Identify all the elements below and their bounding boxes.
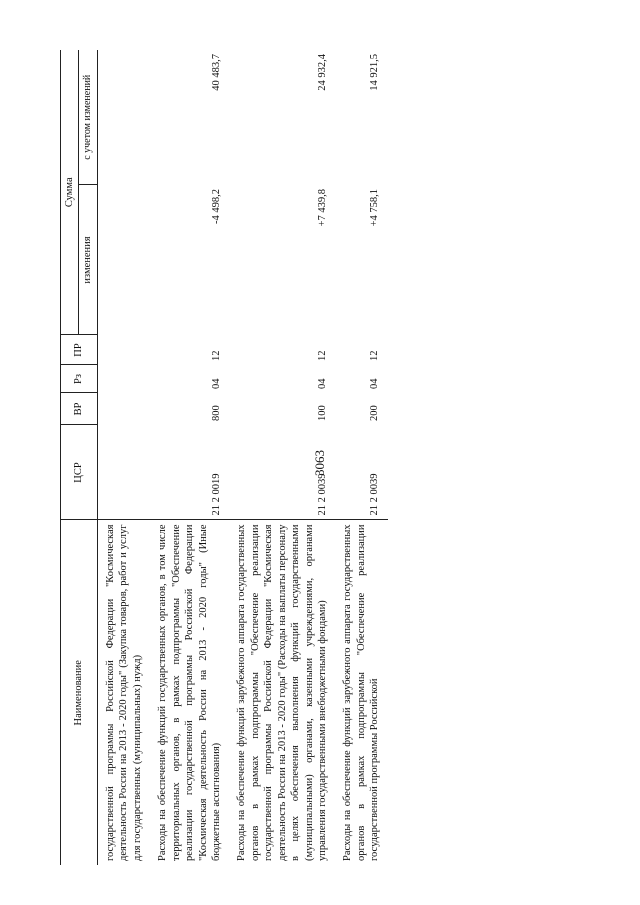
row-csr: 21 2 0039: [369, 473, 381, 516]
budget-table-container: [60, 50, 555, 865]
row-rz: 04: [317, 378, 328, 389]
header-csr: ЦСР: [61, 425, 98, 520]
row-with-change: 24 932,4: [317, 53, 328, 91]
table-row: [97, 50, 150, 865]
row-vr: 800: [210, 405, 222, 421]
header-vr: ВР: [61, 393, 98, 425]
row-change: -4 498,2: [210, 189, 222, 224]
row-pr: [97, 335, 150, 365]
row-csr: 21 2 0039: [317, 473, 328, 516]
header-with-change: с учетом изменений: [79, 50, 97, 185]
row-name: Расходы на обеспечение функций государственных органов, в том числе территориальных органов, в рамках подпрограммы "Обеспечение реализации государственной программы Российской Федерации "Космическая деятельность России на 2013 - 2020 годы" (Иные бюджетные ассигнования): [150, 520, 229, 865]
table-row: [150, 50, 229, 865]
budget-table: [60, 50, 388, 865]
row-rz: [97, 365, 150, 393]
row-pr: 12: [369, 350, 381, 361]
row-pr: 12: [210, 350, 222, 361]
header-name: Наименование: [61, 520, 98, 865]
row-rz: 04: [369, 378, 381, 389]
row-name: Расходы на обеспечение функций зарубежного аппарата государственных органов в рамках подпрограммы "Обеспечение реализации государственной программы Российской Федерации "Космическая деятельность России на 2013 - 2020 годы" (Расходы на выплаты персоналу в целях обеспечения выполнения функций государственными (муниципальными) органами, казенными учреждениями, органами управления государственными внебюджетными фондами): [229, 520, 335, 865]
header-pr: ПР: [61, 335, 98, 365]
row-with-change: [97, 50, 150, 185]
row-rz: 04: [210, 378, 222, 389]
row-csr: [97, 425, 150, 520]
table-row: [335, 50, 387, 865]
header-sum: Сумма: [61, 50, 79, 335]
header-rz: Рз: [61, 365, 98, 393]
row-change: [97, 185, 150, 335]
row-name: государственной программы Российской Федерации "Космическая деятельность России на 2013 - 2020 годы" (Закупка товаров, работ и услуг для государственных (муниципальных) нужд): [97, 520, 150, 865]
row-csr: 21 2 0019: [210, 473, 222, 516]
row-name: Расходы на обеспечение функций зарубежного аппарата государственных органов в рамках подпрограммы "Обеспечение реализации государственной программы Российской: [335, 520, 387, 865]
table-row: [229, 50, 335, 865]
row-vr: 100: [317, 405, 328, 421]
page-number: 3063: [312, 450, 327, 476]
header-change: изменения: [79, 185, 97, 335]
row-vr: [97, 393, 150, 425]
row-vr: 200: [369, 405, 381, 421]
rotated-page-frame: [60, 50, 555, 865]
row-pr: 12: [317, 350, 328, 361]
row-with-change: 14 921,5: [369, 53, 381, 91]
row-change: +4 758,1: [369, 189, 381, 227]
row-with-change: 40 483,7: [210, 53, 222, 91]
row-change: +7 439,8: [317, 189, 328, 227]
